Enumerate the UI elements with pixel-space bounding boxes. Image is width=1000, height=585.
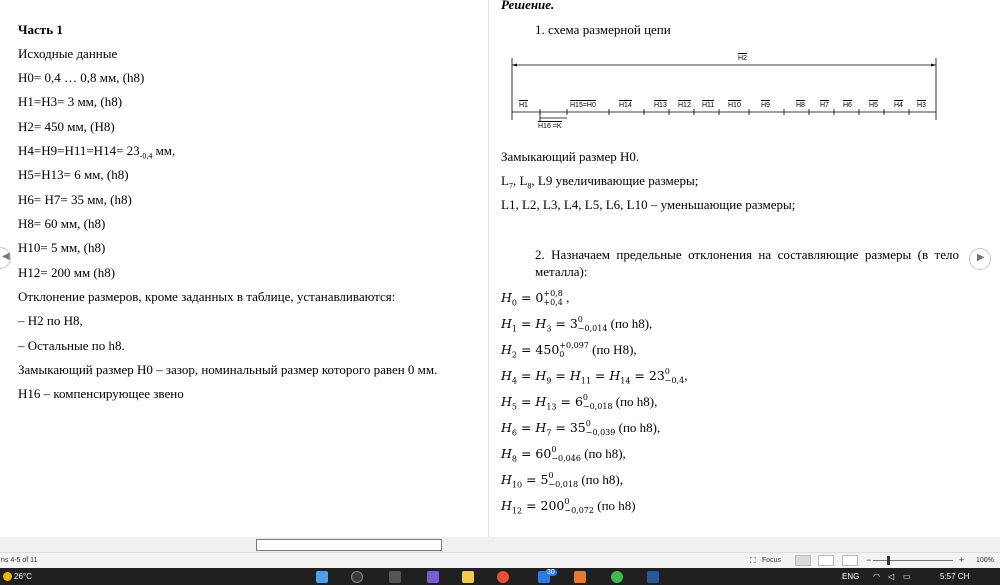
formula-var: = H (517, 394, 547, 409)
upper-deviation: 0 (564, 497, 570, 506)
formula-equals: = (517, 342, 536, 357)
increasing-sub-8: 8 (527, 181, 532, 191)
data-line-h0: H0= 0,4 … 0,8 мм, (h8) (18, 70, 145, 85)
battery-icon[interactable]: ▭ (903, 572, 911, 581)
scheme-label-h5: H5 (869, 102, 878, 109)
browser-icon[interactable] (611, 571, 623, 583)
tolerance-formula (501, 367, 687, 385)
increasing-l: L (501, 173, 509, 188)
formula-deviations (665, 367, 684, 385)
data-line-h4-tail: мм, (152, 143, 176, 158)
formula-sub: 14 (620, 376, 631, 386)
formula-sub: 2 (511, 350, 517, 360)
upper-deviation: 0 (664, 367, 670, 376)
data-line-h12: H12= 200 мм (h8) (18, 265, 116, 280)
deviation-h2: – H2 по H8, (18, 313, 83, 328)
lower-deviation: −0,039 (585, 428, 616, 437)
formula-deviations (564, 497, 594, 515)
upper-deviation: +0,097 (559, 341, 589, 350)
scheme-label-h3: H3 (917, 102, 926, 109)
increasing-sizes-line (501, 173, 698, 195)
formula-nominal: 6 (574, 394, 583, 409)
formula-var: H (501, 342, 512, 357)
formula-note: (по h8), (578, 472, 623, 487)
upper-deviation: 0 (551, 445, 557, 454)
formula-var: H (501, 446, 512, 461)
temperature[interactable]: 26°C (14, 572, 32, 581)
formula-deviations (543, 289, 562, 307)
closing-size-note: Замыкающий размер H0 – зазор, номинальный размер которого равен 0 мм. (18, 362, 438, 377)
section-heading: Часть 1 (18, 22, 63, 37)
initial-data-heading: Исходные данные (18, 46, 118, 61)
data-line-h4-sub: -0,4 (139, 151, 153, 161)
horizontal-scroll-thumb[interactable] (256, 539, 442, 551)
data-line-h1: H1=H3= 3 мм, (h8) (18, 94, 123, 109)
formula-sub: 4 (511, 376, 517, 386)
lower-deviation: +0,4 (543, 298, 563, 307)
chevron-right-icon: ▶ (977, 252, 985, 263)
focus-icon: ⛶ (750, 556, 756, 565)
language-indicator[interactable]: ENG (842, 572, 860, 581)
lower-deviation: −0,4 (664, 376, 685, 385)
formula-equals: = (522, 472, 541, 487)
formula-sub: 1 (511, 324, 517, 334)
formula-var: = H (551, 368, 581, 383)
tolerance-formula (501, 471, 623, 489)
left-page (0, 0, 488, 537)
formula-note: (по h8), (615, 420, 661, 435)
formula-sub: 10 (511, 480, 523, 490)
search-icon[interactable] (351, 571, 363, 583)
tolerance-formula (501, 393, 657, 411)
focus-button[interactable]: Focus (762, 557, 782, 564)
formula-sub: 3 (546, 324, 552, 334)
lower-deviation: −0,018 (582, 402, 613, 411)
web-layout-button[interactable] (842, 555, 858, 566)
formula-sub: 12 (511, 506, 523, 516)
increasing-tail: , L9 увеличивающие размеры; (531, 173, 699, 188)
compensating-link-note: H16 – компенсирующее звено (18, 386, 184, 401)
zoom-level[interactable]: 100% (976, 557, 994, 564)
formula-note: (по h8), (607, 316, 653, 331)
app-icon[interactable] (574, 571, 586, 583)
tolerance-formula (501, 419, 660, 437)
formula-var: = H (517, 420, 547, 435)
chat-icon[interactable] (427, 571, 439, 583)
scheme-label-h10: H10 (728, 102, 741, 109)
scheme-label-h6: H6 (843, 102, 852, 109)
status-bar (0, 552, 1000, 568)
upper-deviation: +0,8 (543, 289, 563, 298)
formula-var: H (501, 290, 512, 305)
tolerance-formula (501, 289, 569, 307)
upper-deviation: 0 (548, 471, 554, 480)
formula-deviations (548, 471, 578, 489)
formula-sub: 11 (580, 376, 591, 386)
formula-sub: 8 (511, 454, 517, 464)
formula-deviations (583, 393, 613, 411)
scheme-label-h2: H2 (738, 55, 747, 62)
taskbar (0, 568, 1000, 585)
scheme-label-h16: H16 =K (538, 123, 562, 130)
increasing-sub-7: 7 (508, 181, 513, 191)
deviation-rest: – Остальные по h8. (18, 338, 125, 353)
print-layout-button[interactable] (818, 555, 834, 566)
chevron-left-icon: ◀ (2, 251, 10, 262)
scheme-label-h9: H9 (761, 102, 770, 109)
scheme-label-h13: H13 (654, 102, 667, 109)
formula-note: (по H8), (588, 342, 637, 357)
formula-nominal: 5 (540, 472, 549, 487)
word-icon[interactable] (647, 571, 659, 583)
formula-sub: 5 (511, 402, 517, 412)
formula-nominal: 200 (540, 498, 565, 513)
formula-note: , (562, 290, 570, 305)
formula-note: (по h8), (612, 394, 658, 409)
step-1-heading: 1. схема размерной цепи (535, 22, 671, 37)
wifi-icon[interactable]: ◠ (873, 572, 880, 581)
weather-icon[interactable] (3, 572, 12, 581)
formula-nominal: 3 (569, 316, 578, 331)
formula-var: H (501, 316, 512, 331)
lower-deviation: −0,018 (548, 480, 579, 489)
solution-title: Решение. (501, 0, 555, 12)
zoom-out-button[interactable]: − (866, 555, 872, 565)
data-line-h8: H8= 60 мм, (h8) (18, 216, 106, 231)
formula-sub: 0 (511, 298, 517, 308)
formula-var: H (501, 472, 512, 487)
formula-deviations (551, 445, 581, 463)
formula-equals: = (630, 368, 649, 383)
upper-deviation: 0 (577, 315, 583, 324)
file-explorer-icon[interactable] (462, 571, 474, 583)
formula-var: H (501, 498, 512, 513)
tolerance-formula (501, 315, 652, 333)
formula-sub: 13 (546, 402, 557, 412)
lower-deviation: −0,046 (551, 454, 581, 463)
scheme-label-h8: H8 (796, 102, 805, 109)
formula-equals: = (551, 420, 570, 435)
scheme-label-h4: H4 (894, 102, 903, 109)
formula-nominal: 60 (535, 446, 552, 461)
scheme-label-h11: H11 (702, 102, 715, 109)
clock[interactable]: 5:57 CH (940, 572, 970, 581)
zoom-slider-thumb[interactable] (887, 556, 890, 565)
scheme-label-h1: H1 (519, 102, 528, 109)
formula-deviations (559, 341, 589, 359)
formula-note: , (684, 368, 688, 383)
data-line-h4-main: H4=H9=H11=H14= 23 (18, 143, 140, 158)
formula-equals: = (517, 446, 536, 461)
task-view-icon[interactable] (389, 571, 401, 583)
deviation-note: Отклонение размеров, кроме заданных в таблице, устанавливаются: (18, 289, 396, 304)
tolerance-formula (501, 497, 636, 515)
formula-sub: 6 (511, 428, 517, 438)
lower-deviation: −0,014 (577, 324, 608, 333)
formula-var: H (501, 394, 512, 409)
formula-var: H (501, 368, 512, 383)
upper-deviation: 0 (585, 419, 591, 428)
chrome-icon[interactable] (497, 571, 509, 583)
data-line-h5: H5=H13= 6 мм, (h8) (18, 167, 129, 182)
lower-deviation: −0,072 (564, 506, 594, 515)
increasing-mid: , L (512, 173, 528, 188)
formula-var: H (501, 420, 512, 435)
data-line-h2: H2= 450 мм, (H8) (18, 119, 115, 134)
tolerance-formula (501, 445, 626, 463)
next-page-button[interactable] (969, 248, 991, 270)
upper-deviation: 0 (582, 393, 588, 402)
formula-var: = H (517, 368, 547, 383)
scheme-label-h12: H12 (678, 102, 691, 109)
dimension-chain-scheme (509, 50, 939, 135)
formula-deviations (586, 419, 616, 437)
formula-sub: 7 (546, 428, 552, 438)
formula-sub: 9 (546, 376, 552, 386)
data-line-h10: H10= 5 мм, (h8) (18, 240, 106, 255)
dimension-chain-lines (509, 50, 939, 135)
decreasing-sizes-line: L1, L2, L3, L4, L5, L6, L10 – уменьшающие размеры; (501, 197, 796, 212)
formula-nominal: 35 (569, 420, 586, 435)
closing-size-line: Замыкающий размер H0. (501, 149, 640, 164)
formula-note: (по h8) (593, 498, 636, 513)
read-mode-button[interactable] (795, 555, 811, 566)
data-line-h4 (18, 143, 175, 165)
formula-nominal: 0 (535, 290, 544, 305)
formula-var: = H (517, 316, 547, 331)
formula-equals: = (556, 394, 575, 409)
data-line-h6: H6= H7= 35 мм, (h8) (18, 192, 132, 207)
volume-icon[interactable]: ◁ (888, 572, 895, 581)
lower-deviation: 0 (559, 350, 565, 359)
zoom-in-button[interactable]: + (959, 555, 965, 565)
zoom-slider[interactable] (873, 560, 953, 561)
formula-equals: = (517, 290, 536, 305)
page-count[interactable]: ns 4-5 of 11 (1, 557, 38, 564)
notification-badge: 30 (547, 569, 555, 576)
formula-var: = H (590, 368, 621, 383)
scheme-label-h14: H14 (619, 102, 632, 109)
formula-deviations (578, 315, 608, 333)
formula-nominal: 23 (648, 368, 665, 383)
formula-equals: = (522, 498, 541, 513)
formula-nominal: 450 (535, 342, 560, 357)
formula-equals: = (551, 316, 570, 331)
formula-note: (по h8), (580, 446, 626, 461)
scheme-label-h15: H15=H0 (570, 102, 596, 109)
step-2-heading: 2. Назначаем предельные отклонения на составляющие размеры (в тело металла): (535, 247, 959, 279)
scheme-label-h7: H7 (820, 102, 829, 109)
tolerance-formula (501, 341, 637, 359)
horizontal-scrollbar[interactable] (0, 537, 1000, 552)
start-icon[interactable] (316, 571, 328, 583)
